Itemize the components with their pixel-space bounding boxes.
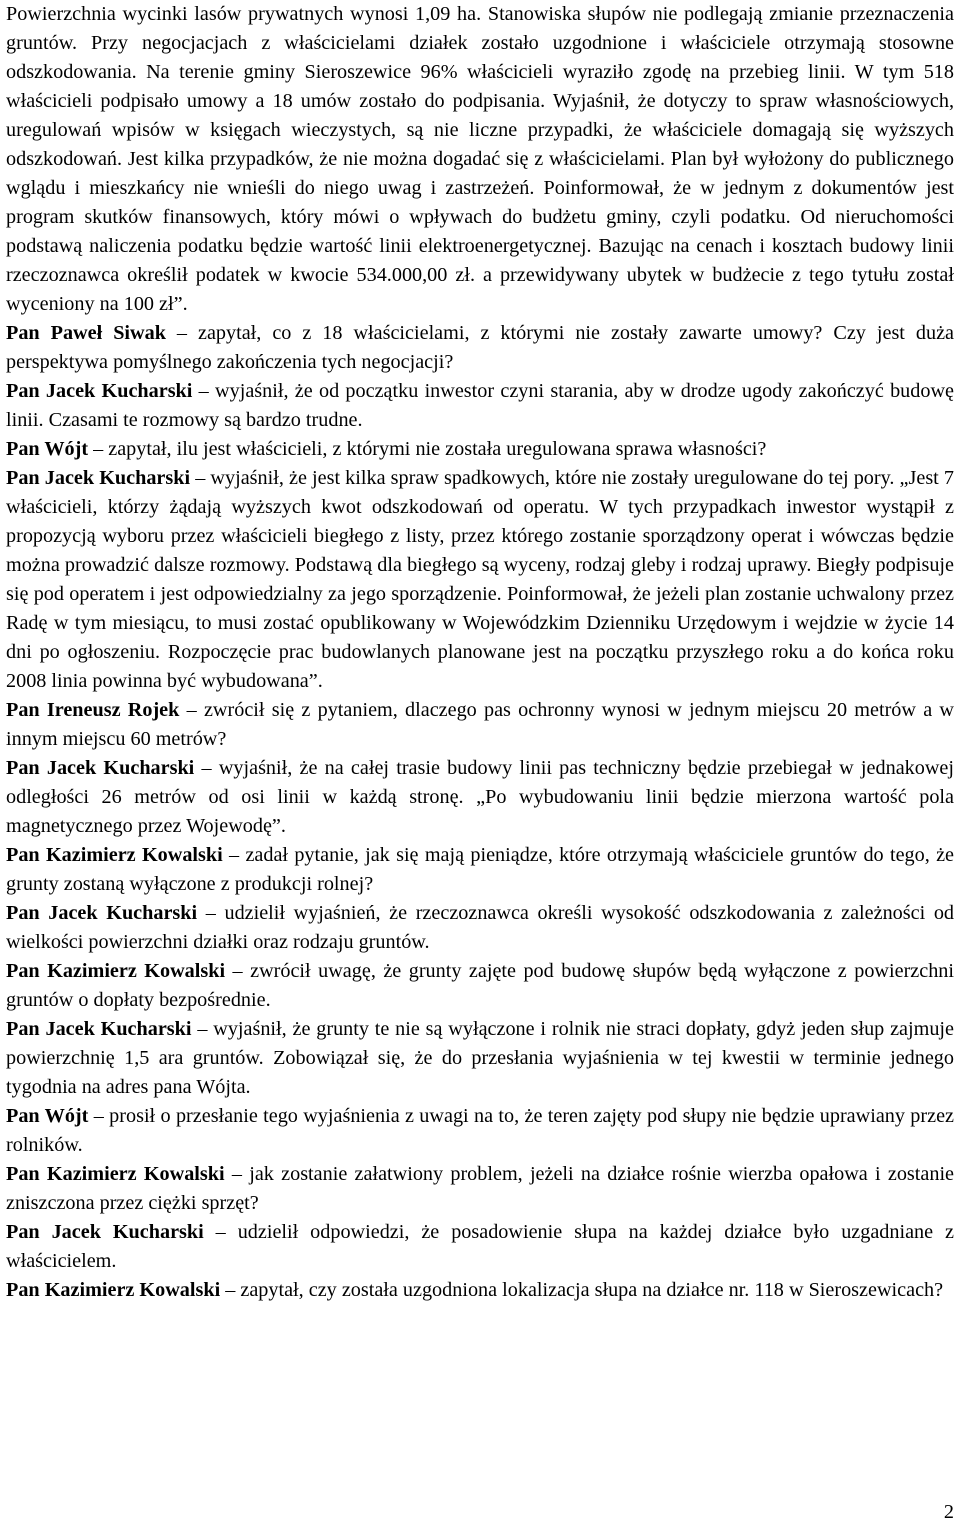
- minutes-entry: [6, 1276, 954, 1305]
- minutes-entry: [6, 754, 954, 841]
- entry-text: wyjaśnił, że na całej trasie budowy linii pas techniczny będzie przebiegał w jednakowej odległości 26 metrów od osi linii w każdą stronę. „Po wybudowaniu linii będzie mierzona wartość pola magnetycznego przez Wojewodę”.: [6, 757, 954, 837]
- speaker-dash: –: [191, 1018, 208, 1040]
- speaker-dash: –: [222, 844, 240, 866]
- speaker-dash: –: [165, 322, 188, 344]
- minutes-entry: [6, 1160, 954, 1218]
- speaker-name: Pan Kazimierz Kowalski: [6, 960, 226, 982]
- entry-text: zadał pytanie, jak się mają pieniądze, które otrzymają właściciele gruntów do tego, że grunty zostaną wyłączone z produkcji rolnej?: [6, 844, 954, 895]
- minutes-entry: [6, 1102, 954, 1160]
- page-number: 2: [943, 1501, 954, 1523]
- entry-text: zwrócił uwagę, że grunty zajęte pod budowę słupów będą wyłączone z powierzchni gruntów o dopłaty bezpośrednie.: [6, 960, 955, 1011]
- entry-text: wyjaśnił, że jest kilka spraw spadkowych, które nie zostały uregulowane do tej pory. „Jest 7 właścicieli, którzy żądają wyższych kwot odszkodowań od operatu. W tych przypadkach inwestor wystąpił z propozycją wyboru przez właścicieli biegłego z listy, przez którego zostanie sporządzony operat i wówczas będzie można prowadzić dalsze rozmowy. Podstawą dla biegłego są wyceny, rodzaj gleby i rodzaj uprawy. Biegły podpisuje się pod operatem i jest odpowiedzialny za jego sporządzenie. Poinformował, że jeżeli plan zostanie uchwalony przez Radę w tym miesiącu, to musi zostać opublikowany w Wojewódzkim Dzienniku Urzędowym i wejdzie w życie 14 dni po ogłoszeniu. Rozpoczęcie prac budowlanych planowane jest na początku przyszłego roku a do końca roku 2008 linia powinna być wybudowana”.: [6, 467, 955, 692]
- speaker-name: Pan Jacek Kucharski: [6, 757, 195, 779]
- speaker-dash: –: [88, 1105, 104, 1127]
- speaker-dash: –: [190, 467, 206, 489]
- entry-text: zapytał, ilu jest właścicieli, z którymi nie została uregulowana sprawa własności?: [103, 438, 767, 460]
- entry-text: zapytał, czy została uzgodniona lokalizacja słupa na działce nr. 118 w Sieroszewicach?: [235, 1279, 944, 1301]
- speaker-name: Pan Jacek Kucharski: [6, 1221, 204, 1243]
- speaker-name: Pan Paweł Siwak: [6, 322, 166, 344]
- speaker-name: Pan Jacek Kucharski: [6, 1018, 192, 1040]
- intro-paragraph: Powierzchnia wycinki lasów prywatnych wynosi 1,09 ha. Stanowiska słupów nie podlegają zmianie przeznaczenia gruntów. Przy negocjacjach z właścicielami działek zostało uzgodnione i właściciele otrzymają stosowne odszkodowania. Na terenie gminy Sieroszewice 96% właścicieli wyraziło zgodę na przebieg linii. W tym 518 właścicieli podpisało umowy a 18 umów zostało do podpisania. Wyjaśnił, że dotyczy to spraw własnościowych, uregulowań wpisów w księgach wieczystych, są nie liczne przypadki, że właściciele domagają się wyższych odszkodowań. Jest kilka przypadków, że nie można dogadać się z właścicielami. Plan był wyłożony do publicznego wglądu i mieszkańcy nie wnieśli do niego uwag i zastrzeżeń. Poinformował, że w jednym z dokumentów jest program skutków finansowych, który mówi o wpływach do budżetu gminy, czyli podatku. Od nieruchomości podstawą naliczenia podatku będzie wartość linii elektroenergetycznej. Bazując na cenach i kosztach budowy linii rzeczoznawca określił podatek w kwocie 534.000,00 zł. a przewidywany ubytek w budżecie z tego tytułu został wyceniony na 100 zł”.: [6, 3, 954, 315]
- minutes-entry: [6, 377, 954, 435]
- speaker-dash: –: [194, 757, 212, 779]
- document-body: [6, 0, 954, 1305]
- minutes-entry: [6, 899, 954, 957]
- entry-text: wyjaśnił, że od początku inwestor czyni starania, aby w drodze ugody zakończyć budowę linii. Czasami te rozmowy są bardzo trudne.: [6, 380, 955, 431]
- entry-text: zapytał, co z 18 właścicielami, z którymi nie zostały zawarte umowy? Czy jest duża perspektywa pomyślnego zakończenia tych negocjacji?: [6, 322, 954, 373]
- minutes-entry: [6, 319, 954, 377]
- speaker-dash: –: [88, 438, 104, 460]
- minutes-entries: [6, 319, 954, 1305]
- speaker-dash: –: [197, 902, 216, 924]
- speaker-name: Pan Wójt: [6, 438, 89, 460]
- speaker-dash: –: [179, 699, 197, 721]
- entry-text: zwrócił się z pytaniem, dlaczego pas ochronny wynosi w jednym miejscu 20 metrów a w innym miejscu 60 metrów?: [6, 699, 954, 750]
- entry-text: udzielił odpowiedzi, że posadowienie słupa na każdej działce było uzgadniane z właścicielem.: [6, 1221, 955, 1272]
- speaker-dash: –: [225, 960, 243, 982]
- minutes-entry: [6, 957, 954, 1015]
- speaker-name: Pan Kazimierz Kowalski: [6, 1279, 221, 1301]
- speaker-name: Pan Wójt: [6, 1105, 89, 1127]
- minutes-entry: [6, 464, 954, 696]
- speaker-name: Pan Kazimierz Kowalski: [6, 1163, 225, 1185]
- minutes-entry: [6, 1015, 954, 1102]
- speaker-dash: –: [224, 1163, 242, 1185]
- speaker-name: Pan Jacek Kucharski: [6, 467, 191, 489]
- speaker-name: Pan Ireneusz Rojek: [6, 699, 180, 721]
- entry-text: prosił o przesłanie tego wyjaśnienia z uwagi na to, że teren zajęty pod słupy nie będzie uprawiany przez rolników.: [6, 1105, 955, 1156]
- minutes-entry: [6, 435, 954, 464]
- minutes-entry: [6, 696, 954, 754]
- entry-text: wyjaśnił, że grunty te nie są wyłączone i rolnik nie straci dopłaty, gdyż jeden słup zajmuje powierzchnię 1,5 ara gruntów. Zobowiązał się, że do przesłania wyjaśnienia w tej kwestii w terminie jednego tygodnia na adres pana Wójta.: [6, 1018, 954, 1098]
- speaker-name: Pan Jacek Kucharski: [6, 902, 198, 924]
- speaker-dash: –: [220, 1279, 236, 1301]
- minutes-entry: [6, 1218, 954, 1276]
- speaker-name: Pan Jacek Kucharski: [6, 380, 193, 402]
- speaker-name: Pan Kazimierz Kowalski: [6, 844, 223, 866]
- speaker-dash: –: [203, 1221, 226, 1243]
- minutes-entry: [6, 841, 954, 899]
- speaker-dash: –: [192, 380, 209, 402]
- entry-text: jak zostanie załatwiony problem, jeżeli na działce rośnie wierzba opałowa i zostanie zniszczona przez ciężki sprzęt?: [6, 1163, 955, 1214]
- entry-text: udzielił wyjaśnień, że rzeczoznawca określi wysokość odszkodowania z zależności od wielkości powierzchni działki oraz rodzaju gruntów.: [6, 902, 955, 953]
